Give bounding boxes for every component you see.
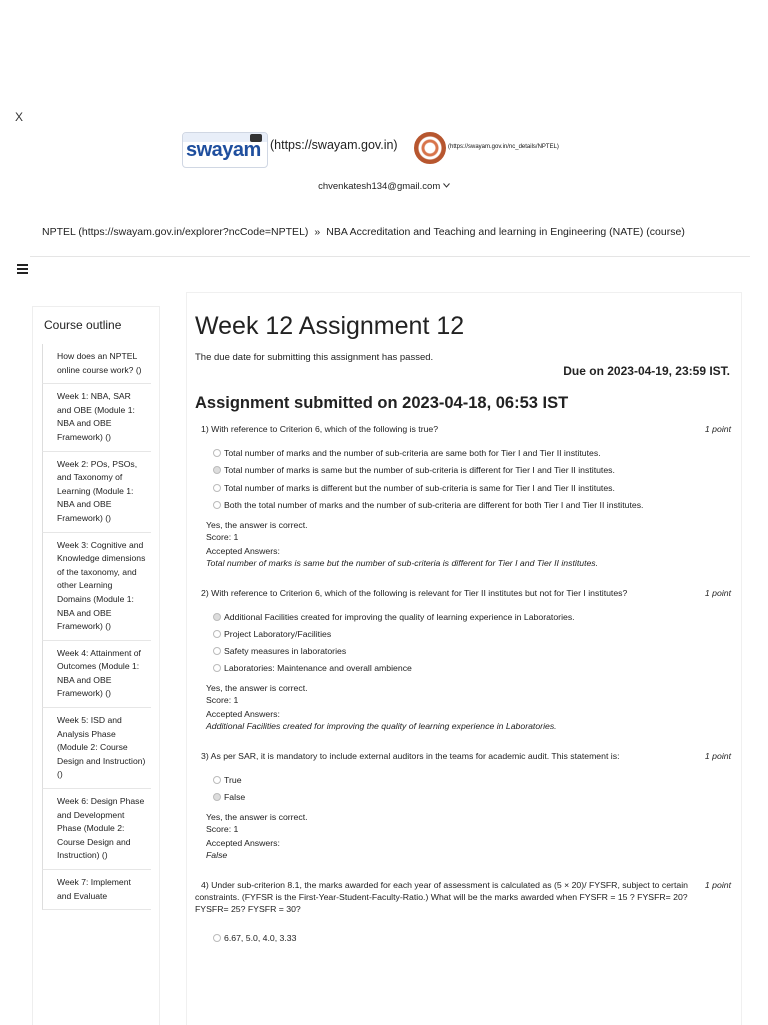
- sidebar-item-week-5[interactable]: Week 5: ISD and Analysis Phase (Module 2: Course Design and Instruction) (): [42, 708, 151, 789]
- answer-option[interactable]: Total number of marks is same but the number of sub-criteria is different for Tier I and Tier II institutes.: [213, 464, 615, 476]
- accepted-answer: Additional Facilities created for improving the quality of learning experience in Laboratories.: [206, 721, 557, 731]
- question-text: 1) With reference to Criterion 6, which of the following is true?: [201, 424, 439, 434]
- due-passed-notice: The due date for submitting this assignment has passed.: [195, 352, 434, 363]
- answer-option[interactable]: Total number of marks and the number of sub-criteria are same both for Tier I and Tier II institutes.: [213, 447, 601, 459]
- divider: [30, 256, 750, 257]
- sidebar-item-week-7[interactable]: Week 7: Implement and Evaluate: [42, 870, 151, 910]
- page-title: Week 12 Assignment 12: [195, 312, 465, 340]
- radio-selected-icon[interactable]: [213, 793, 221, 801]
- sidebar-item-week-2[interactable]: Week 2: POs, PSOs, and Taxonomy of Learning (Module 1: NBA and OBE Framework) (): [42, 452, 151, 533]
- breadcrumb-course[interactable]: NBA Accreditation and Teaching and learning in Engineering (NATE) (course): [326, 226, 685, 238]
- accepted-label: Accepted Answers:: [206, 546, 280, 556]
- score: Score: 1: [206, 695, 239, 705]
- nptel-link[interactable]: (https://swayam.gov.in/nc_details/NPTEL): [448, 144, 559, 150]
- accepted-answer: False: [206, 850, 228, 860]
- user-menu[interactable]: [0, 181, 768, 192]
- answer-option[interactable]: Total number of marks is different but the number of sub-criteria is same for Tier I and Tier II institutes.: [213, 482, 615, 494]
- question-points: 1 point: [704, 588, 731, 598]
- answer-option[interactable]: Project Laboratory/Facilities: [213, 628, 331, 640]
- radio-selected-icon[interactable]: [213, 466, 221, 474]
- breadcrumb-root-link[interactable]: NPTEL (https://swayam.gov.in/explorer?ncCode=NPTEL): [42, 226, 309, 238]
- accepted-label: Accepted Answers:: [206, 709, 280, 719]
- radio-icon[interactable]: [213, 449, 221, 457]
- radio-selected-icon[interactable]: [213, 613, 221, 621]
- question-text: 2) With reference to Criterion 6, which of the following is relevant for Tier II institutes but not for Tier I institutes?: [201, 588, 628, 598]
- sidebar-item-how-nptel-works[interactable]: How does an NPTEL online course work? (): [42, 344, 151, 384]
- hamburger-menu-icon[interactable]: [17, 262, 28, 276]
- answer-option[interactable]: Safety measures in laboratories: [213, 645, 346, 657]
- submission-status: Assignment submitted on 2023-04-18, 06:53 IST: [195, 394, 569, 412]
- radio-icon[interactable]: [213, 664, 221, 672]
- accepted-answer: Total number of marks is same but the number of sub-criteria is different for Tier I and Tier II institutes.: [206, 558, 599, 568]
- course-outline-sidebar: [32, 306, 160, 1025]
- answer-option[interactable]: Additional Facilities created for improving the quality of learning experience in Laboratories.: [213, 611, 575, 623]
- question-points: 1 point: [704, 751, 731, 761]
- due-date: Due on 2023-04-19, 23:59 IST.: [563, 364, 730, 378]
- answer-feedback: Yes, the answer is correct. Score: 1 Accepted Answers: Total number of marks is same but the number of sub-criteria is different for Tier I and Tier II institutes.: [206, 520, 599, 568]
- breadcrumb: [42, 226, 685, 238]
- question-text: 3) As per SAR, it is mandatory to include external auditors in the teams for academic audit. This statement is:: [201, 751, 620, 761]
- answer-feedback: Yes, the answer is correct. Score: 1 Accepted Answers: Additional Facilities created for improving the quality of learning experience in Laboratories.: [206, 683, 557, 731]
- breadcrumb-separator: »: [314, 226, 321, 238]
- answer-option[interactable]: 6.67, 5.0, 4.0, 3.33: [213, 932, 296, 944]
- score: Score: 1: [206, 824, 239, 834]
- header-logos: [0, 130, 768, 170]
- radio-icon[interactable]: [213, 776, 221, 784]
- swayam-link[interactable]: (https://swayam.gov.in): [270, 138, 398, 152]
- radio-icon[interactable]: [213, 484, 221, 492]
- answer-feedback: Yes, the answer is correct. Score: 1 Accepted Answers: False: [206, 812, 308, 860]
- sidebar-item-week-3[interactable]: Week 3: Cognitive and Knowledge dimensions of the taxonomy, and other Learning Domains (Module 1: NBA and OBE Framework) (): [42, 533, 151, 641]
- radio-icon[interactable]: [213, 630, 221, 638]
- accepted-label: Accepted Answers:: [206, 838, 280, 848]
- nptel-logo[interactable]: [414, 132, 446, 164]
- answer-option[interactable]: True: [213, 774, 242, 786]
- question-points: 1 point: [704, 880, 731, 890]
- user-email: chvenkatesh134@gmail.com: [318, 181, 441, 192]
- radio-icon[interactable]: [213, 934, 221, 942]
- answer-option[interactable]: Both the total number of marks and the number of sub-criteria are different for both Tier I and Tier II institutes.: [213, 499, 643, 511]
- course-outline-title: Course outline: [44, 318, 122, 332]
- sidebar-item-week-4[interactable]: Week 4: Attainment of Outcomes (Module 1: NBA and OBE Framework) (): [42, 641, 151, 708]
- answer-option[interactable]: False: [213, 791, 245, 803]
- chevron-down-icon: [443, 183, 450, 188]
- question-text: 4) Under sub-criterion 8.1, the marks awarded for each year of assessment is calculated as (5 × 20)/ FYSFR, subject to certain constraints. (FYFSR is the First-Year-Student-Faculty-Ratio.) What will be the marks awarded when FYSFR = 15 ? FYSFR= 20? FYSFR= 25? FYSFR = 30?: [195, 880, 688, 914]
- score: Score: 1: [206, 532, 239, 542]
- sidebar-item-week-6[interactable]: Week 6: Design Phase and Development Phase (Module 2: Course Design and Instruction) (): [42, 789, 151, 870]
- radio-icon[interactable]: [213, 647, 221, 655]
- question-points: 1 point: [704, 424, 731, 434]
- sidebar-item-week-1[interactable]: Week 1: NBA, SAR and OBE (Module 1: NBA and OBE Framework) (): [42, 384, 151, 451]
- swayam-logo[interactable]: swayam: [182, 132, 268, 168]
- radio-icon[interactable]: [213, 501, 221, 509]
- answer-option[interactable]: Laboratories: Maintenance and overall ambience: [213, 662, 412, 674]
- close-button[interactable]: X: [15, 110, 24, 124]
